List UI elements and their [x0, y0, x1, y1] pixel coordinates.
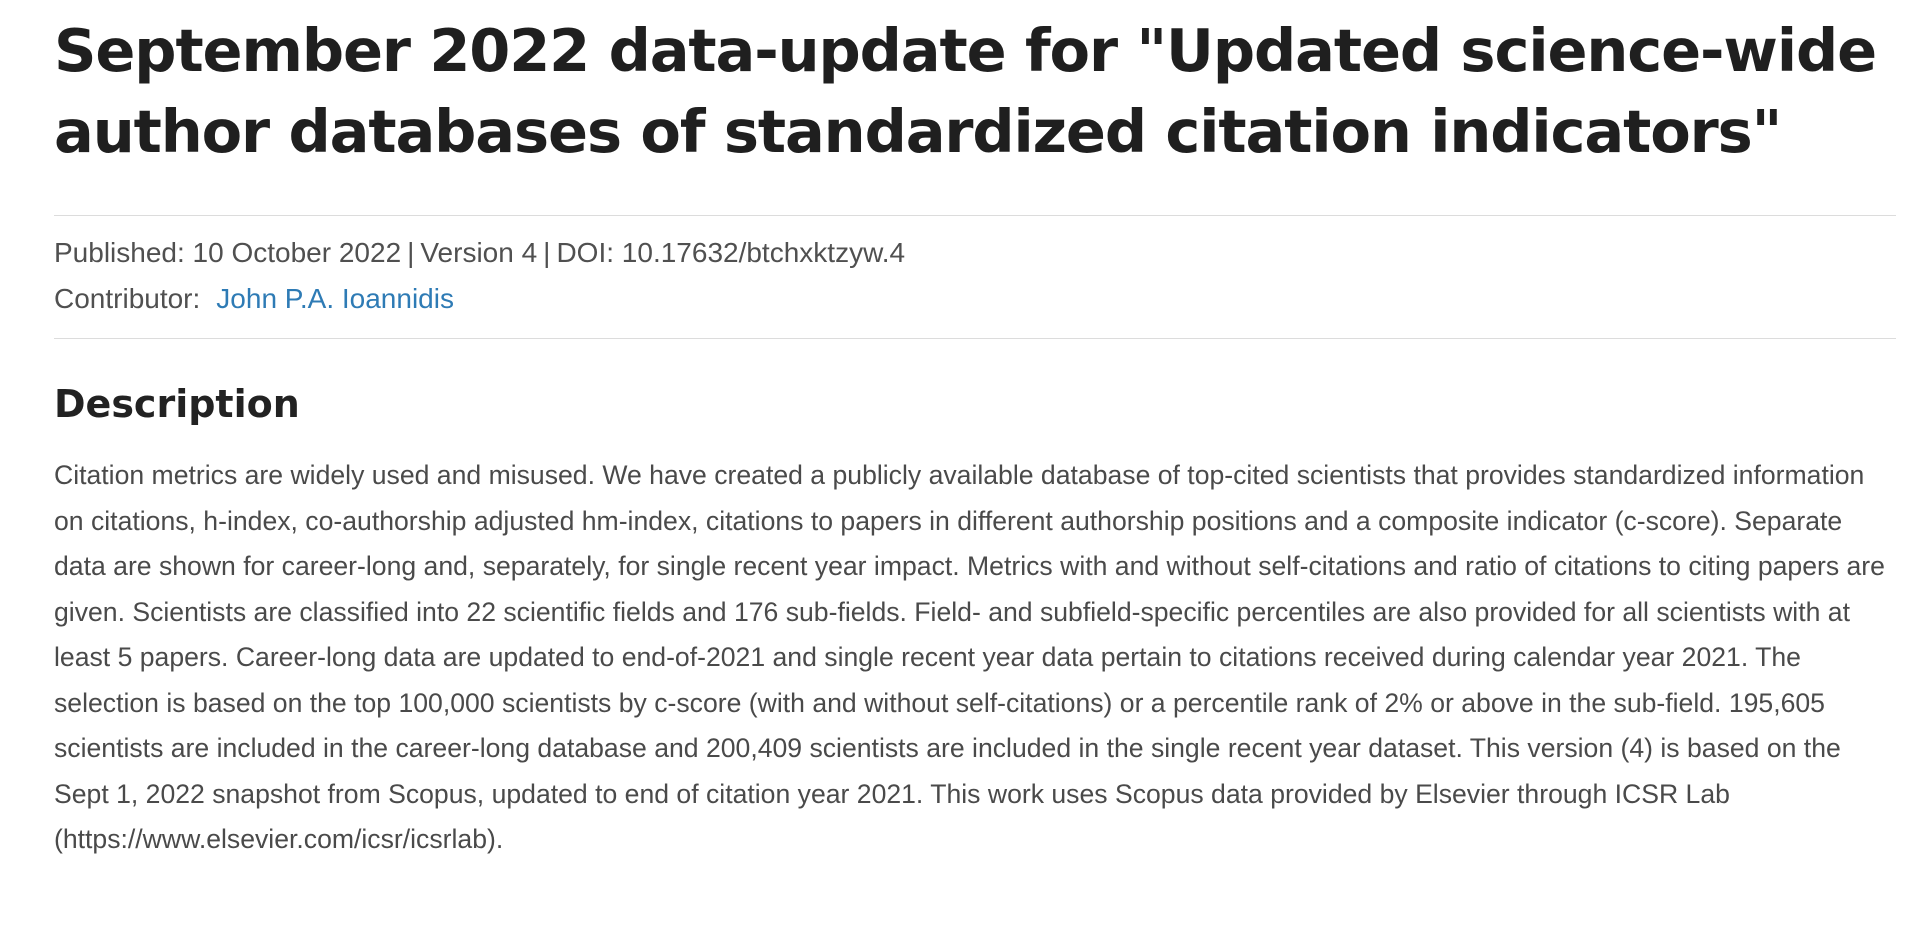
page-title: September 2022 data-update for "Updated science-wide author databases of standardized citation indicators" [54, 16, 1877, 166]
separator: | [407, 237, 415, 268]
metadata-divider [54, 338, 1896, 339]
published-label: Published: [54, 237, 185, 268]
contributor-link[interactable]: John P.A. Ioannidis [216, 283, 454, 314]
description-heading: Description [54, 382, 300, 426]
published-date: 10 October 2022 [192, 237, 402, 268]
doi-value: 10.17632/btchxktzyw.4 [621, 237, 906, 268]
contributor-info [54, 276, 1896, 322]
contributor-label: Contributor: [54, 283, 201, 314]
dataset-metadata [54, 216, 1896, 338]
separator: | [543, 237, 551, 268]
publication-info [54, 230, 1896, 276]
version-label: Version 4 [420, 237, 538, 268]
doi-label: DOI: [556, 237, 615, 268]
description-text: Citation metrics are widely used and misused. We have created a publicly available database of top-cited scientists that provides standardized information on citations, h-index, co-authorship adjusted hm-index, citations to papers in different authorship positions and a composite indicator (c-score). Separate data are shown for career-long and, separately, for single recent year impact. Metrics with and without self-citations and ratio of citations to citing papers are given. Scientists are classified into 22 scientific fields and 176 sub-fields. Field- and subfield-specific percentiles are also provided for all scientists with at least 5 papers. Career-long data are updated to end-of-2021 and single recent year data pertain to citations received during calendar year 2021. The selection is based on the top 100,000 scientists by c-score (with and without self-citations) or a percentile rank of 2% or above in the sub-field. 195,605 scientists are included in the career-long database and 200,409 scientists are included in the single recent year dataset. This version (4) is based on the Sept 1, 2022 snapshot from Scopus, updated to end of citation year 2021. This work uses Scopus data provided by Elsevier through ICSR Lab (https://www.elsevier.com/icsr/icsrlab). [54, 460, 1885, 854]
